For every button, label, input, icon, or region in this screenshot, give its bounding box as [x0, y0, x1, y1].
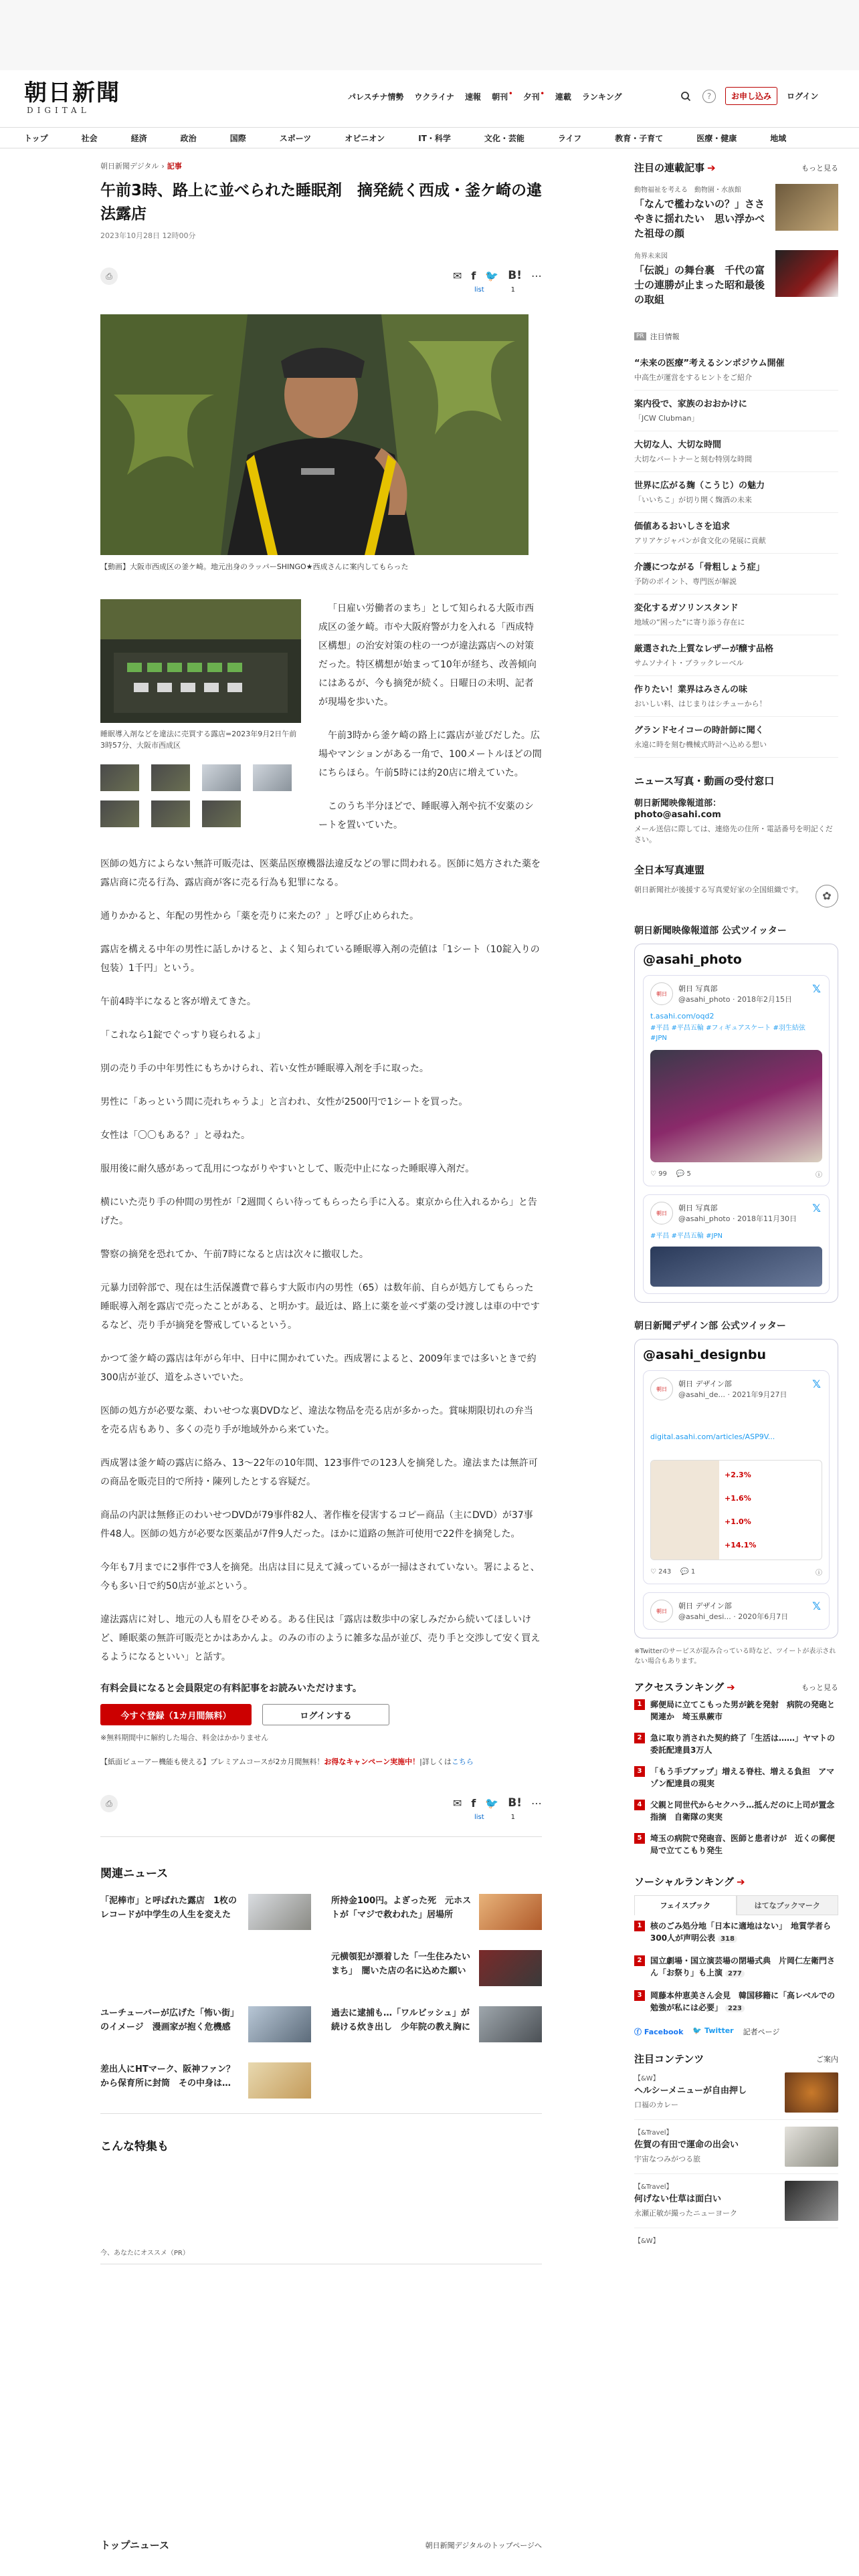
- cat-international[interactable]: 国際: [229, 133, 246, 143]
- avatar: 朝日: [650, 982, 673, 1005]
- top-blank-area: [0, 0, 859, 70]
- cat-region[interactable]: 地域: [770, 133, 787, 143]
- article-video[interactable]: [100, 314, 529, 555]
- tweet-image[interactable]: [650, 1247, 822, 1287]
- content-sub: 永瀬正敏が撮ったニューヨーク: [634, 2209, 737, 2218]
- cat-society[interactable]: 社会: [81, 133, 98, 143]
- related-item[interactable]: [100, 1894, 311, 1930]
- lead-text: [318, 599, 542, 849]
- breadcrumb-current: 記事: [167, 162, 182, 171]
- contact-title: ニュース写真・動画の受付窓口: [634, 775, 775, 787]
- promo-campaign: お得なキャンペーン実施中！: [324, 1757, 420, 1766]
- body-paragraph: 西成署は釜ケ崎の露店に絡み、13～22年の10年間、123事件での123人を摘発した。違法または無許可の商品を販売目的で所持・陳列したとする容疑だ。: [100, 1458, 538, 1487]
- tweet-link[interactable]: t.asahi.com/oqd2: [650, 1012, 714, 1021]
- search-icon[interactable]: [678, 89, 693, 104]
- body-paragraph: 通りかかると、年配の男性から「薬を売りに来たの？」と呼び止められた。: [100, 911, 419, 922]
- twitter1-handle[interactable]: @asahi_photo: [643, 952, 742, 967]
- ranking-item[interactable]: [634, 1950, 838, 1985]
- topnav-ranking[interactable]: ランキング: [581, 92, 622, 102]
- category-navigation: [0, 127, 859, 148]
- related-thumb: [248, 2062, 311, 2099]
- facebook-link-label: Facebook: [644, 2028, 684, 2036]
- body-paragraph: 医師の処方が必要な薬、わいせつな裏DVDなど、違法な物品を売る店が多かった。賞味期限切れの弁当を売る店もあり、多くの売り手が地域外から来ていた。: [100, 1406, 533, 1435]
- tweet-handle: @asahi_photo: [678, 995, 731, 1004]
- mail-icon[interactable]: ✉: [452, 269, 462, 282]
- article-main: [100, 160, 542, 2264]
- gallery-thumb[interactable]: [151, 764, 190, 791]
- pr-sub: おいしい料、はじまりはシチューから！: [634, 700, 767, 708]
- content-headline: 何げない仕草は面白い: [634, 2194, 722, 2204]
- content-item[interactable]: [634, 2228, 838, 2252]
- logo-main-text: 朝日新聞: [24, 80, 120, 106]
- pr-headline: 厳選された上質なレザーが醸す品格: [634, 644, 774, 654]
- rank-number: 2: [634, 1955, 645, 1966]
- share-count: 1: [510, 286, 515, 294]
- article-date: 2023年10月28日 12時00分: [100, 231, 196, 240]
- photo-federation: [634, 863, 838, 907]
- related-thumb: [248, 1894, 311, 1930]
- pr-headline: 世界に広がる麹（こうじ）の魅力: [634, 481, 765, 491]
- related-item-title: 過去に逮捕も…「ワルビッシュ」が続ける炊き出し 少年院の教え胸に: [331, 2008, 471, 2032]
- content-headline: 佐賀の有田で運命の出会い: [634, 2140, 739, 2150]
- share-list-link[interactable]: list: [474, 286, 484, 294]
- login-link[interactable]: ログイン: [787, 92, 819, 101]
- infographic-value: +14.1%: [725, 1541, 757, 1549]
- tweet-user-name: 朝日 デザイン部: [678, 1602, 732, 1610]
- series-thumb: [775, 184, 838, 231]
- help-icon[interactable]: ?: [702, 90, 716, 103]
- x-logo-icon: 𝕏: [812, 1600, 821, 1612]
- pr-list: [634, 350, 838, 758]
- body-paragraph: 露店を構える中年の男性に話しかけると、よく知られている睡眠導入剤の売値は「1シート（10錠入りの包装）1千円」という。: [100, 944, 540, 974]
- tweet-image[interactable]: [650, 1050, 822, 1162]
- content-item[interactable]: [634, 2120, 838, 2174]
- tweet-date: 2020年6月7日: [738, 1612, 789, 1621]
- related-thumb: [248, 2006, 311, 2042]
- rank-number: 3: [634, 1766, 645, 1777]
- logo-sub-text: DIGITAL: [27, 106, 90, 115]
- cat-education[interactable]: 教育・子育て: [615, 133, 664, 143]
- avatar: 朝日: [650, 1600, 673, 1622]
- ranking-item-title: 「もう手ブアップ」増える脊柱、増える負担 アマゾン配達員の現実: [650, 1767, 835, 1788]
- content-tag: 【&W】: [634, 2075, 660, 2082]
- body-paragraph: 女性は「〇〇もある？」と尋ねた。: [100, 1130, 250, 1141]
- tweet-tags[interactable]: #平昌 #平昌五輪 #フィギュアスケート #羽生結弦 #JPN: [650, 1025, 805, 1042]
- related-news: [100, 1864, 542, 2099]
- pr-sub: アリアケジャパンが食文化の発展に貢献: [634, 536, 766, 545]
- login-button[interactable]: ログインする: [262, 1704, 389, 1725]
- tweet-user-name: 朝日 デザイン部: [678, 1380, 732, 1388]
- tweet[interactable]: 朝日 朝日 デザイン部 @asahi_desi... · 2020年6月7日 𝕏: [643, 1592, 830, 1630]
- register-button[interactable]: 今すぐ登録（1カ月間無料）: [100, 1704, 252, 1725]
- series-card[interactable]: [634, 184, 838, 241]
- twitter2-title: 朝日新聞デザイン部 公式ツイッター: [634, 1321, 786, 1331]
- related-item-title: ユーチューバーが広げた「怖い街」のイメージ 漫画家が抱く危機感: [100, 2008, 239, 2032]
- tweet-link[interactable]: digital.asahi.com/articles/ASP9V...: [650, 1432, 775, 1441]
- rank-number: 2: [634, 1733, 645, 1743]
- topnav-breaking[interactable]: 速報: [465, 92, 482, 102]
- pr-item[interactable]: [634, 554, 838, 595]
- share-count: 1: [510, 1814, 515, 1821]
- tweet[interactable]: 朝日 朝日 写真部 @asahi_photo · 2018年2月15日 𝕏 t.asahi.com/oqd2 #平昌 #平昌五輪 #フィギュアスケート #羽生結弦 #JPN ♡ 99 💬 5 ⓘ: [643, 975, 830, 1186]
- ranking-item[interactable]: [634, 1985, 838, 2020]
- ranking-item[interactable]: [634, 1727, 838, 1761]
- related-item[interactable]: [331, 1950, 542, 1986]
- pr-sub: 中高生が運営をするヒントをご紹介: [634, 373, 752, 382]
- special-title: こんな特集も: [100, 2140, 169, 2153]
- series-title: 「伝説」の舞台裏 千代の富士の連勝が止まった昭和最後の取組: [634, 264, 765, 306]
- breadcrumb: 朝日新聞デジタル › 記事: [100, 162, 182, 171]
- gallery-thumb[interactable]: [202, 764, 241, 791]
- pr-headline: “未来の医療”考えるシンポジウム開催: [634, 358, 785, 368]
- pr-headline: 大切な人、大切な時間: [634, 440, 722, 450]
- tweet-like-count: 243: [658, 1568, 672, 1576]
- tab-hatena[interactable]: はてなブックマーク: [737, 1895, 839, 1915]
- related-thumb: [479, 1894, 542, 1930]
- infographic-value: +1.0%: [725, 1517, 751, 1526]
- pr-headline: 価値あるおいしさを追求: [634, 522, 731, 532]
- pr-item[interactable]: [634, 595, 838, 635]
- tweet-like-count: 99: [658, 1170, 667, 1178]
- body-paragraph: 男性に「あっという間に売れちゃうよ」と言われ、女性が2500円で1シートを買った。: [100, 1097, 468, 1107]
- x-logo-icon: 𝕏: [812, 982, 821, 995]
- top-news-title: トップニュース: [100, 2539, 170, 2551]
- pr-item[interactable]: [634, 635, 838, 676]
- series-card[interactable]: [634, 250, 838, 307]
- tweet-user-name: 朝日 写真部: [678, 984, 718, 993]
- breadcrumb-home[interactable]: 朝日新聞デジタル: [100, 162, 159, 171]
- related-item[interactable]: [100, 2062, 311, 2099]
- facebook-link[interactable]: ⓕ Facebook: [634, 2028, 684, 2036]
- access-ranking: [634, 1680, 838, 1861]
- photo-caption: 睡眠導入剤などを違法に売買する露店=2023年9月2日午前3時57分、大阪市西成区: [100, 730, 297, 750]
- ranking-item[interactable]: [634, 1915, 838, 1950]
- cat-opinion[interactable]: オピニオン: [345, 133, 385, 143]
- twitter-note: ※Twitterのサービスが混み合っている時など、ツイートが表示されない場合もあります。: [634, 1648, 836, 1665]
- content-tag: 【&Travel】: [634, 2183, 673, 2191]
- twitter1-title: 朝日新聞映像報道部 公式ツイッター: [634, 926, 787, 936]
- social-ranking-title: ソーシャルランキング ➔: [634, 1876, 745, 1888]
- site-logo[interactable]: [24, 80, 124, 115]
- promo-text: 【紙面ビューアー機能も使える】プレミアムコースが2カ月間無料！お得なキャンペーン実施中！|詳しくはこちら: [100, 1757, 474, 1766]
- reply-icon[interactable]: 💬 5: [676, 1170, 691, 1178]
- pr-sub: 「いいちこ」が切り開く麹酒の未来: [634, 496, 752, 504]
- gallery-thumb[interactable]: [100, 764, 139, 791]
- topnav-ukraine[interactable]: ウクライナ: [414, 92, 455, 102]
- tweet-user-name: 朝日 写真部: [678, 1204, 718, 1212]
- contact-label: 朝日新聞映像報道部：: [634, 798, 722, 809]
- body-paragraph: 午前4時半になると客が増えてきた。: [100, 996, 256, 1007]
- topnav-palestine[interactable]: パレスチナ情勢: [348, 92, 404, 102]
- lead-section: [100, 599, 542, 849]
- pr-item[interactable]: [634, 472, 838, 513]
- contact-email[interactable]: photo@asahi.com: [634, 810, 721, 820]
- photo-submission: [634, 774, 838, 845]
- ranking-more-link[interactable]: もっと見る: [801, 1683, 838, 1692]
- cat-politics[interactable]: 政治: [180, 133, 197, 143]
- pr-badge: PR: [634, 332, 646, 340]
- rank-number: 3: [634, 1990, 645, 2001]
- rank-number: 1: [634, 1699, 645, 1710]
- pr-item[interactable]: [634, 350, 838, 391]
- ranking-item-title: 父親と同世代からセクハラ…抵んだのに上司が置念指摘 自衛隊の実実: [650, 1800, 835, 1822]
- related-item-title: 「泥棒市」と呼ばれた露店 1枚のレコードが中学生の人生を変えた: [100, 1896, 237, 1920]
- x-logo-icon: 𝕏: [812, 1202, 821, 1214]
- pr-label-text: 注目情報: [650, 332, 680, 341]
- gallery-thumb[interactable]: [202, 800, 241, 827]
- special-section: [100, 2137, 542, 2153]
- featured-contents: [634, 2052, 838, 2252]
- heart-icon[interactable]: ♡ 99: [650, 1170, 667, 1178]
- attention-title-text: 注目の連載記事: [634, 162, 705, 174]
- cat-economy[interactable]: 経済: [130, 133, 147, 143]
- pr-sub: 地域の“困った”に寄り添う存在に: [634, 618, 745, 627]
- twitter-icon[interactable]: 🐦: [485, 1796, 499, 1810]
- lead-paragraph: 「日雇い労働者のまち」として知られる大阪市西成区の釜ケ崎。市や大阪府警が力を入れる「西成特区構想」の治安対策の柱の一つが違法露店への対策だった。特区構想が始まって10年が経ち、改善傾向にはあるが、今も摘発が続く。日曜日の未明、記者が現場を歩いた。: [318, 603, 537, 708]
- tweet-date: 2018年11月30日: [737, 1214, 797, 1223]
- tweet-handle: @asahi_de...: [678, 1390, 725, 1399]
- tweet-tags[interactable]: #平昌 #平昌五輪 #JPN: [650, 1232, 723, 1240]
- pr-item[interactable]: [634, 513, 838, 554]
- body-paragraph: 「これなら1錠でぐっすり寝られるよ」: [100, 1030, 266, 1041]
- topnav-series[interactable]: 連載: [555, 92, 571, 102]
- ranking-item[interactable]: [634, 1761, 838, 1794]
- info-icon[interactable]: ⓘ: [816, 1172, 822, 1179]
- pr-headline: 変化するガソリンスタンド: [634, 603, 739, 613]
- related-item-title: 所持金100円。よぎった死 元ホストが「マジで救われた」居場所: [331, 1896, 472, 1920]
- ranking-item[interactable]: [634, 1828, 838, 1861]
- share-count-badge: 223: [725, 2005, 745, 2012]
- ranking-item-title: 国立劇場・国立演芸場の閉場式典 片岡仁左衛門さん「お祭り」も上演: [650, 1956, 836, 1977]
- reporter-page-link[interactable]: 記者ページ: [743, 2028, 780, 2036]
- pr-item[interactable]: [634, 676, 838, 717]
- pr-sub: 「JCW Clubman」: [634, 414, 699, 423]
- lead-paragraph: 午前3時から釜ケ崎の路上に露店が並びだした。広場やマンションがある一角で、100メートルほどの間にちらほら。午前5時には約20店に増えていた。: [318, 730, 542, 778]
- body-paragraph: 横にいた売り手の仲間の男性が「2週間くらい待ってもらったら手に入る。東京から仕入れるから」と告げた。: [100, 1197, 537, 1226]
- pr-sub: 予防のポイント、専門医が解説: [634, 577, 737, 586]
- contents-more-link[interactable]: ご案内: [816, 2054, 838, 2064]
- series-title: 「なんで檻わないの？」ささやきに揺れたい 思い浮かべた祖母の顔: [634, 198, 765, 239]
- ranking-title: アクセスランキング ➔: [634, 1681, 735, 1693]
- body-paragraph: 今年も7月までに2事件で3人を摘発。出店は目に見えて減っているが一掃はされていない。署によると、今も多い日で約50店が並ぶという。: [100, 1562, 540, 1592]
- pr-headline: 案内役で、家族のおおかけに: [634, 399, 747, 409]
- tweet-date: 2021年9月27日: [732, 1390, 787, 1399]
- gallery-thumb[interactable]: [151, 800, 190, 827]
- pr-sub: 永遠に時を刻む機械式時計へ込める想い: [634, 740, 767, 749]
- promo-link[interactable]: こちら: [451, 1757, 474, 1766]
- related-item[interactable]: [100, 1950, 311, 1986]
- related-thumb: [479, 2006, 542, 2042]
- content-sub: 口福のカレー: [634, 2101, 678, 2109]
- photo-federation-title[interactable]: 全日本写真連盟: [634, 864, 705, 876]
- tweet-infographic[interactable]: [650, 1460, 822, 1560]
- twitter-icon[interactable]: 🐦: [485, 269, 499, 282]
- cat-culture[interactable]: 文化・芸能: [484, 133, 524, 143]
- paywall: [100, 1681, 542, 1767]
- article-body: [100, 855, 542, 1667]
- pr-label: [634, 331, 838, 342]
- ranking-item-title: 岡藤本仲恵美さん会見 韓国移籍に「高レベルでの勉強が私には必要」: [650, 1991, 836, 2012]
- cat-health[interactable]: 医療・健康: [696, 133, 737, 143]
- photo-federation-logo[interactable]: ✿: [816, 885, 838, 907]
- tweet-handle: @asahi_photo: [678, 1214, 731, 1223]
- top-page-link[interactable]: 朝日新聞デジタルのトップページへ: [425, 2541, 542, 2550]
- printer-icon[interactable]: ⎙: [100, 1795, 118, 1812]
- series-thumb: [775, 250, 838, 297]
- body-paragraph: 服用後に耐久感があって乱用につながりやすいとして、販売中止になった睡眠導入剤だ。: [100, 1164, 475, 1174]
- tab-facebook[interactable]: フェイスブック: [634, 1895, 737, 1915]
- share-list-link[interactable]: list: [474, 1814, 484, 1821]
- facebook-icon[interactable]: f: [471, 1796, 476, 1810]
- series-source: 動物福祉を考える 動物園・水族館: [634, 187, 741, 194]
- gallery-thumb[interactable]: [100, 800, 139, 827]
- infographic-value: +1.6%: [725, 1494, 751, 1503]
- share-count-badge: 277: [725, 1970, 745, 1977]
- content-thumb: [785, 2181, 838, 2221]
- reply-icon[interactable]: 💬 1: [680, 1568, 696, 1576]
- pr-item[interactable]: [634, 431, 838, 472]
- photo-column: [100, 599, 301, 849]
- content-item[interactable]: [634, 2174, 838, 2228]
- hatena-bookmark-icon[interactable]: B!: [508, 269, 522, 282]
- info-icon[interactable]: ⓘ: [816, 1570, 822, 1577]
- content-sub: 宇宙なつみがつる旅: [634, 2155, 700, 2163]
- article-title: 午前3時、路上に並べられた睡眠剤 摘発続く西成・釜ケ崎の違法露店: [100, 182, 543, 223]
- top-navigation: [348, 91, 622, 102]
- pr-item[interactable]: [634, 391, 838, 431]
- bottom-bar: [100, 2538, 542, 2552]
- heart-icon[interactable]: ♡ 243: [650, 1568, 672, 1576]
- twitter-link[interactable]: 🐦 Twitter: [692, 2026, 734, 2035]
- ranking-item-title: 郵便局に立てこもった男が銃を発射 病院の発砲と関連か 埼玉県蕨市: [650, 1700, 836, 1721]
- tweet[interactable]: 朝日 朝日 デザイン部 @asahi_de... · 2021年9月27日 𝕏 digital.asahi.com/articles/ASP9V... +2.3% +1.6% +1.0% +14.1% ♡ 243 💬 1 ⓘ: [643, 1370, 830, 1584]
- photo-federation-note: 朝日新聞社が後援する写真愛好家の全国組織です。: [634, 885, 803, 894]
- social-ranking-title-text: ソーシャルランキング: [634, 1876, 734, 1888]
- tweet[interactable]: 朝日 朝日 写真部 @asahi_photo · 2018年11月30日 𝕏 #平昌 #平昌五輪 #JPN: [643, 1194, 830, 1294]
- ranking-item[interactable]: [634, 1694, 838, 1727]
- rank-number: 4: [634, 1800, 645, 1810]
- tweet-reply-count: 1: [690, 1568, 696, 1576]
- share-count-badge: 318: [718, 1935, 737, 1943]
- attention-more-link[interactable]: もっと見る: [801, 163, 838, 173]
- related-item-title: 元横領犯が漂着した「一生住みたいまち」 闇いた店の名に込めた願い: [331, 1952, 471, 1976]
- pr-sub: サムソナイト・ブラックレーベル: [634, 659, 744, 667]
- infographic-value: +2.3%: [725, 1471, 751, 1479]
- rank-number: 1: [634, 1921, 645, 1931]
- social-ranking: [634, 1874, 838, 2037]
- signup-button[interactable]: お申し込み: [725, 87, 777, 105]
- related-item[interactable]: [100, 2006, 311, 2042]
- pr-sub: 大切なパートナーと刻む特別な時間: [634, 455, 752, 463]
- recommend-label: 今、あなたにオススメ（PR）: [100, 2250, 189, 2257]
- body-paragraph: 医師の処方によらない無許可販売は、医薬品医療機器法違反などの罪に問われる。医師に処方された薬を露店商に売る行為、露店商が客に売る行為も犯罪になる。: [100, 859, 541, 888]
- avatar: 朝日: [650, 1202, 673, 1224]
- body-paragraph: 商品の内訳は無修正のわいせつDVDが79事件82人、著作権を侵害するコピー商品（主にDVD）が37事件48人。医師の処方が必要な医薬品が7件9人だった。ほかに道路の無許可使用で22件を摘発した。: [100, 1510, 533, 1539]
- body-paragraph: 違法露店に対し、地元の人も眉をひそめる。ある住民は「露店は数歩中の家しみだから続いてほしいけど、睡眠薬の無許可販売とかはあかんよ。のみの市のように雑多な品が並び、売り手と交渉して安く買えるようになるといい」と話す。: [100, 1614, 541, 1662]
- pr-headline: 作りたい！業界はみさんの味: [634, 685, 748, 695]
- x-logo-icon: 𝕏: [812, 1378, 821, 1390]
- related-item[interactable]: [331, 1894, 542, 1930]
- related-title: 関連ニュース: [100, 1867, 169, 1881]
- paywall-title: 有料会員になると会員限定の有料記事をお読みいただけます。: [100, 1683, 362, 1694]
- pr-headline: 介護につながる「骨粗しょう症」: [634, 562, 765, 572]
- tweet-reply-count: 5: [686, 1170, 691, 1178]
- related-thumb: [479, 1950, 542, 1986]
- article-photo[interactable]: [100, 599, 301, 723]
- content-tag: 【&Travel】: [634, 2129, 673, 2137]
- ranking-item-title: 核のごみ処分地「日本に適地はない」 地質学者ら300人が声明公表: [650, 1921, 832, 1943]
- sns-links: [634, 2026, 838, 2037]
- photo-gallery: [100, 764, 301, 827]
- related-item-title: 差出人にHTマーク、阪神ファン？から保育所に封筒 その中身は…: [100, 2064, 235, 2088]
- series-source: 角界未来図: [634, 253, 668, 260]
- topnav-evening[interactable]: 夕刊 •: [523, 91, 544, 102]
- ranking-item[interactable]: [634, 1794, 838, 1828]
- facebook-icon[interactable]: f: [471, 269, 476, 282]
- content-headline: ヘルシーメニューが自由押し: [634, 2086, 747, 2096]
- more-share-icon[interactable]: ⋯: [531, 269, 542, 282]
- paywall-note: ※無料期間中に解約した場合、料金はかかりません: [100, 1733, 269, 1742]
- contact-note: メール送信に際しては、連絡先の住所・電話番号を明記ください。: [634, 825, 833, 844]
- avatar: 朝日: [650, 1378, 673, 1400]
- attention-title: 注目の連載記事 ➔: [634, 162, 716, 174]
- promo-prefix: 【紙面ビューアー機能も使える】プレミアムコースが2カ月間無料！: [100, 1757, 324, 1766]
- twitter1-timeline: [634, 944, 838, 1303]
- sidebar: [634, 160, 838, 2252]
- gallery-thumb[interactable]: [253, 764, 292, 791]
- cat-it-science[interactable]: IT・科学: [418, 133, 451, 143]
- body-paragraph: 別の売り手の中年男性にもちかけられ、若い女性が睡眠導入剤を手に取った。: [100, 1063, 429, 1074]
- pr-headline: グランドセイコーの時計師に聞く: [634, 726, 764, 736]
- ranking-title-text: アクセスランキング: [634, 1681, 725, 1693]
- cat-sports[interactable]: スポーツ: [279, 133, 312, 143]
- pr-item[interactable]: [634, 717, 838, 758]
- twitter2-timeline: [634, 1339, 838, 1638]
- contents-title: 注目コンテンツ: [634, 2053, 704, 2065]
- twitter-link-label: Twitter: [704, 2026, 734, 2035]
- promo-mid: 詳しくは: [421, 1757, 452, 1766]
- body-paragraph: 警察の摘発を恐れてか、午前7時になると店は次々に撤収した。: [100, 1249, 369, 1260]
- share-bar-top: [100, 262, 542, 297]
- cat-top[interactable]: トップ: [24, 133, 48, 143]
- ranking-item-title: 急に取り消された契約終了「生活は……」ヤマトの委託配達員3万人: [650, 1733, 836, 1755]
- content-tag: 【&W】: [634, 2238, 660, 2245]
- hatena-bookmark-icon[interactable]: B!: [508, 1796, 522, 1810]
- content-item[interactable]: [634, 2066, 838, 2120]
- mail-icon[interactable]: ✉: [452, 1796, 462, 1810]
- printer-icon[interactable]: ⎙: [100, 267, 118, 285]
- body-paragraph: 元暴力団幹部で、現在は生活保護費で暮らす大阪市内の男性（65）は数年前、自らが処方してもらった睡眠導入剤を露店で売ったことがある、と明かす。最近は、路上に薬を並べず薬の受け渡しは車の中でするなど、売り手が摘発を警戒しているという。: [100, 1283, 540, 1331]
- content-thumb: [785, 2127, 838, 2167]
- twitter2-handle[interactable]: @asahi_designbu: [643, 1348, 767, 1362]
- tweet-date: 2018年2月15日: [737, 995, 792, 1004]
- rank-number: 5: [634, 1833, 645, 1844]
- more-share-icon[interactable]: ⋯: [531, 1796, 542, 1810]
- share-bar-bottom: [100, 1790, 542, 1824]
- lead-paragraph: このうち半分ほどで、睡眠導入剤や抗不安薬のシートを置いていた。: [318, 801, 534, 831]
- content-thumb: [785, 2072, 838, 2113]
- related-item[interactable]: [331, 2006, 542, 2042]
- video-caption: 【動画】大阪市西成区の釜ケ崎。地元出身のラッパーSHINGO★西成さんに案内してもらった: [100, 562, 409, 571]
- ranking-item-title: 埼玉の病院で発砲音、医師と患者けが 近くの郵便局で立てこもり発生: [650, 1834, 836, 1855]
- header-actions: [678, 87, 818, 105]
- cat-life[interactable]: ライフ: [557, 133, 582, 143]
- topnav-morning[interactable]: 朝刊 •: [492, 91, 512, 102]
- tweet-handle: @asahi_desi...: [678, 1612, 731, 1621]
- body-paragraph: かつて釜ケ崎の露店は年がら年中、日中に開かれていた。西成署によると、2009年までは多いときで約300店が並び、道をふさいでいた。: [100, 1354, 537, 1383]
